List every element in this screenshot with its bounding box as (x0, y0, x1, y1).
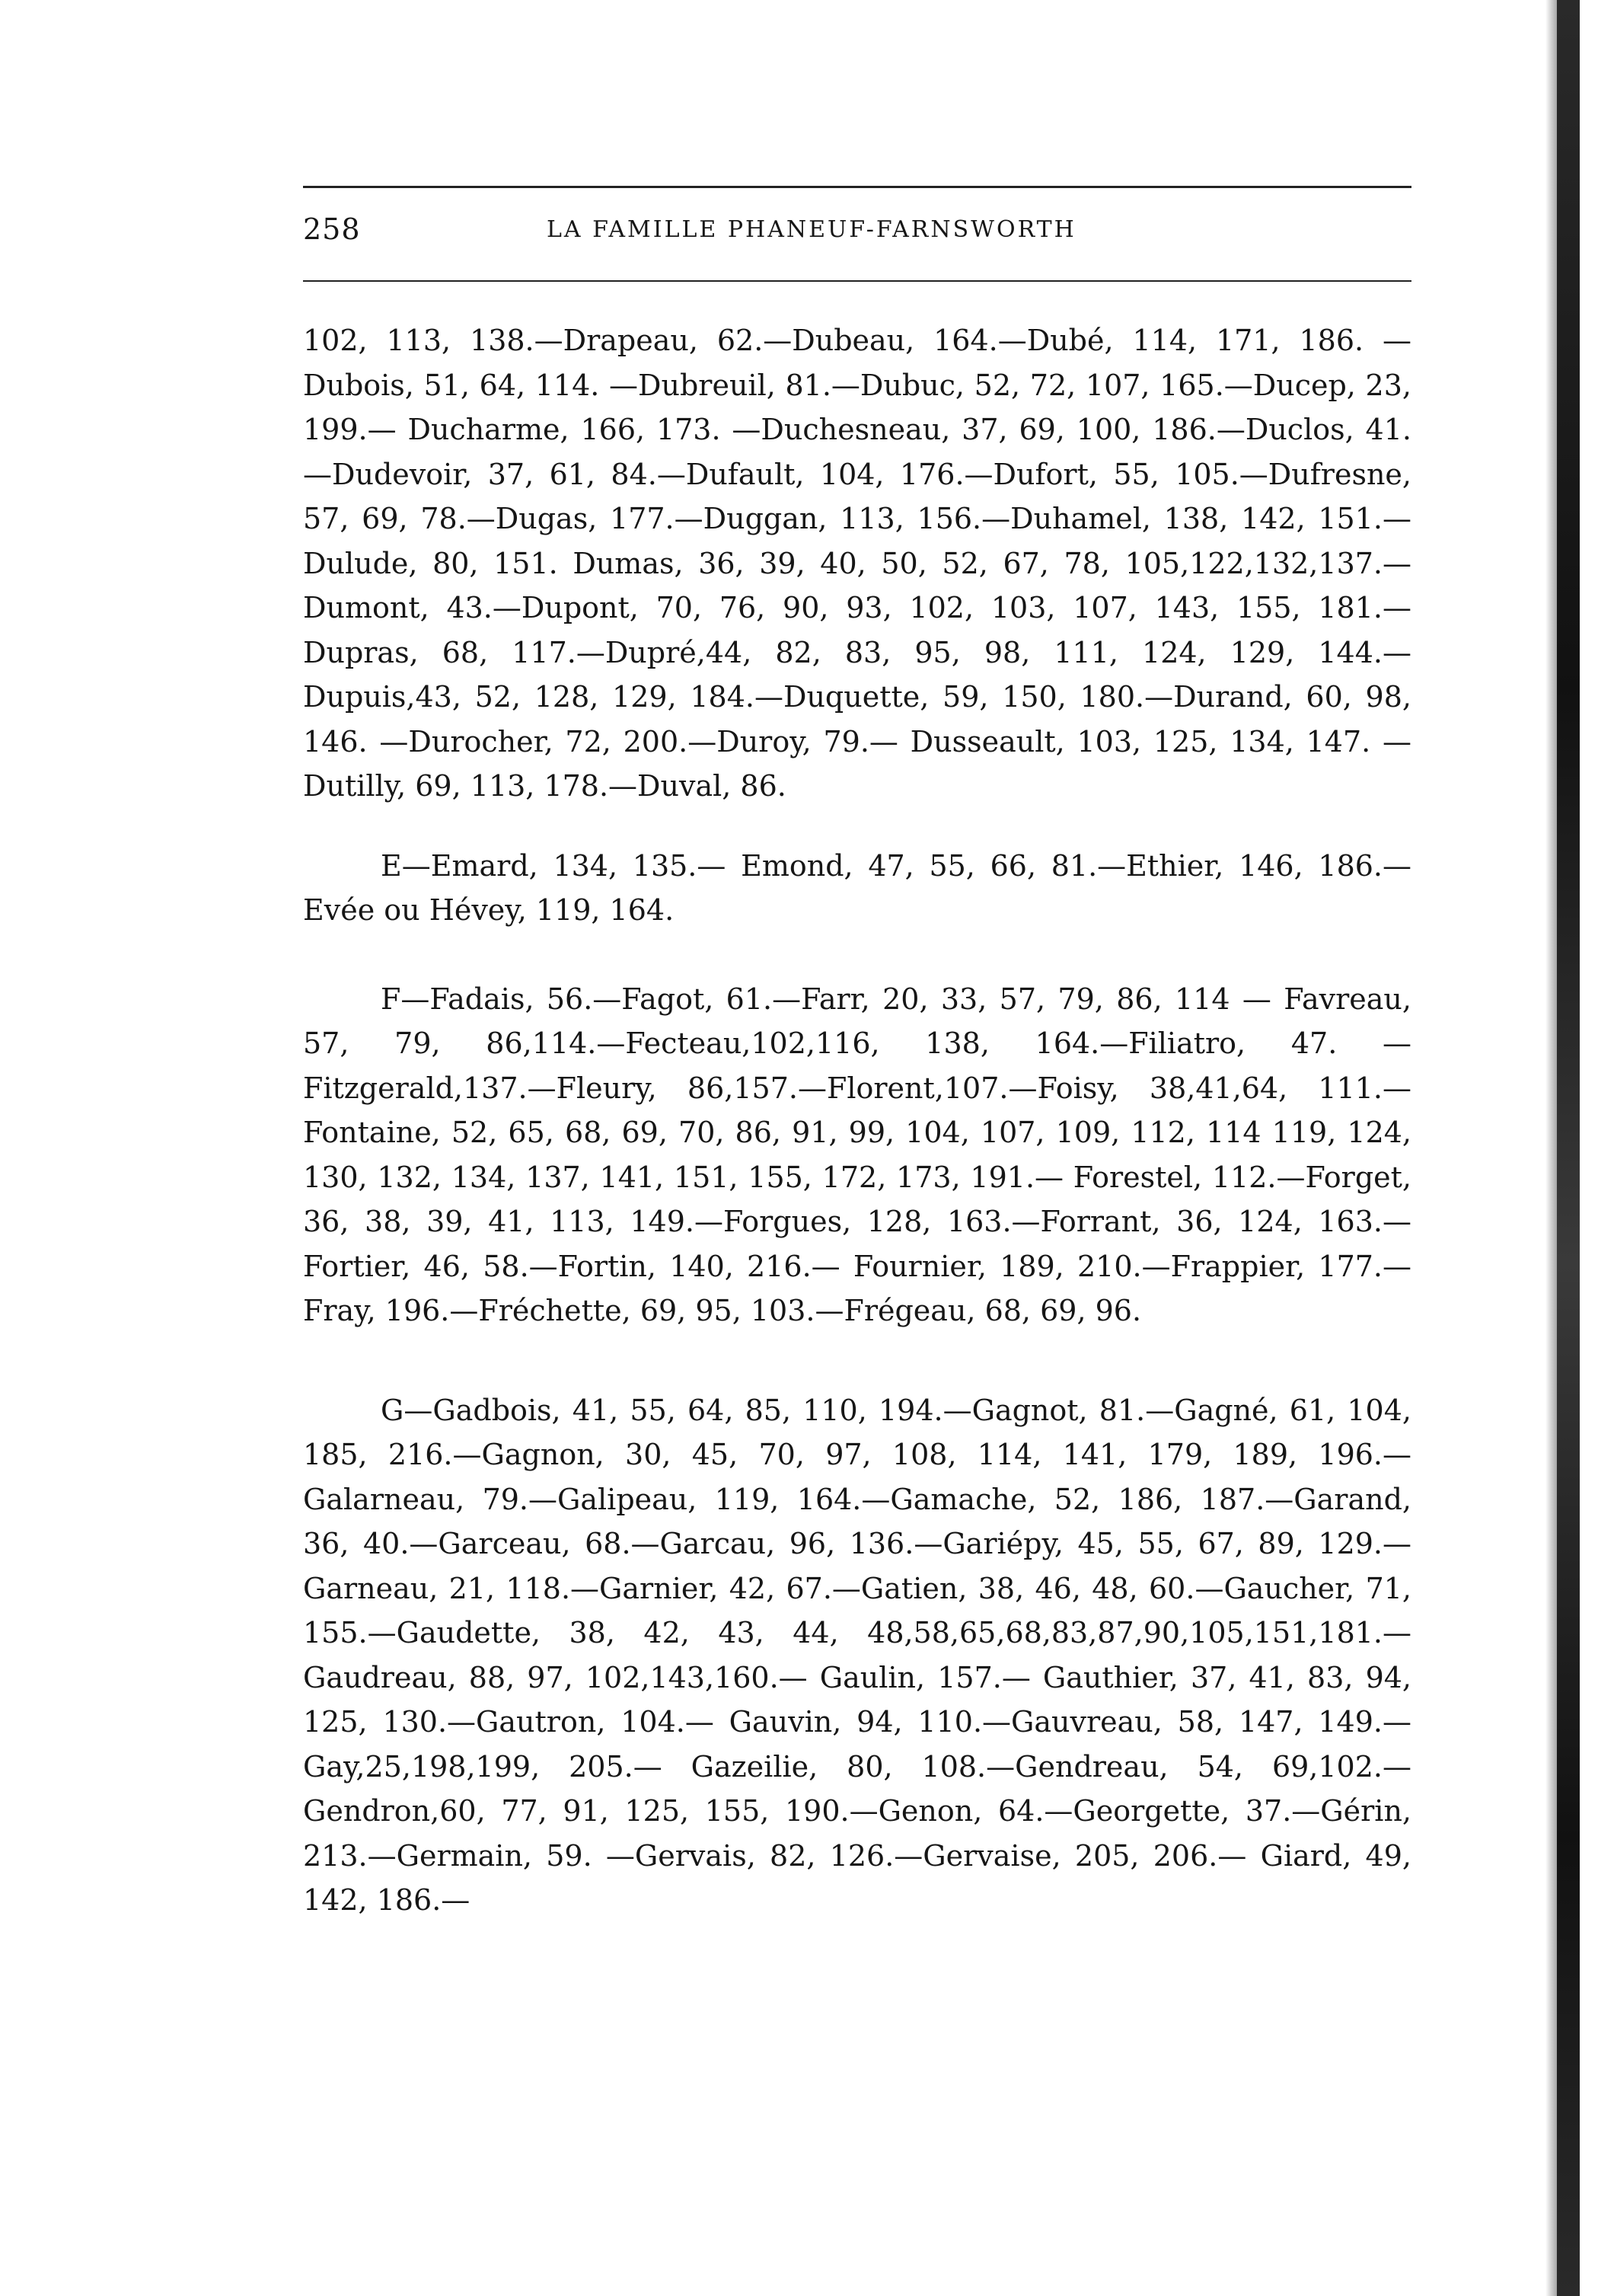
book-binding-edge (1557, 0, 1580, 2296)
page-header (303, 204, 1411, 257)
binding-shadow (1545, 0, 1557, 2296)
index-paragraph-g: G—Gadbois, 41, 55, 64, 85, 110, 194.—Gagnot, 81.—Gagné, 61, 104, 185, 216.—Gagnon, 30, 45, 70, 97, 108, 114, 141, 179, 189, 196.—Galarneau, 79.—Galipeau, 119, 164.—Gamache, 52, 186, 187.—Garand, 36, 40.—Garceau, 68.—Garcau, 96, 136.—Gariépy, 45, 55, 67, 89, 129.— Garneau, 21, 118.—Garnier, 42, 67.—Gatien, 38, 46, 48, 60.—Gaucher, 71, 155.—Gaudette, 38, 42, 43, 44, 48,58,65,68,83,87,90,105,151,181.—Gaudreau, 88, 97, 102,143,160.— Gaulin, 157.— Gauthier, 37, 41, 83, 94, 125, 130.—Gautron, 104.— Gauvin, 94, 110.—Gauvreau, 58, 147, 149.—Gay,25,198,199, 205.— Gazeilie, 80, 108.—Gendreau, 54, 69,102.—Gendron,60, 77, 91, 125, 155, 190.—Genon, 64.—Georgette, 37.—Gérin, 213.—Germain, 59. —Gervais, 82, 126.—Gervaise, 205, 206.— Giard, 49, 142, 186.— (303, 1393, 1411, 1917)
page-number: 258 (303, 212, 361, 246)
index-paragraph-f: F—Fadais, 56.—Fagot, 61.—Farr, 20, 33, 57, 79, 86, 114 — Favreau, 57, 79, 86,114.—Fecteau,102,116, 138, 164.—Filiatro, 47. —Fitzgerald,137.—Fleury, 86,157.—Florent,107.—Foisy, 38,41,64, 111.—Fontaine, 52, 65, 68, 69, 70, 86, 91, 99, 104, 107, 109, 112, 114 119, 124, 130, 132, 134, 137, 141, 151, 155, 172, 173, 191.— Forestel, 112.—Forget, 36, 38, 39, 41, 113, 149.—Forgues, 128, 163.—Forrant, 36, 124, 163.—Fortier, 46, 58.—Fortin, 140, 216.— Fournier, 189, 210.—Frappier, 177.—Fray, 196.—Fréchette, 69, 95, 103.—Frégeau, 68, 69, 96. (303, 982, 1411, 1327)
header-top-rule (303, 186, 1411, 188)
index-text (303, 318, 1411, 1923)
index-paragraph-e: E—Emard, 134, 135.— Emond, 47, 55, 66, 81.—Ethier, 146, 186.—Evée ou Hévey, 119, 164. (303, 848, 1411, 927)
running-title: LA FAMILLE PHANEUF-FARNSWORTH (547, 216, 1076, 243)
header-bottom-rule (303, 280, 1411, 282)
index-paragraph-d-continued: 102, 113, 138.—Drapeau, 62.—Dubeau, 164.—Dubé, 114, 171, 186. —Dubois, 51, 64, 114. —Dubreuil, 81.—Dubuc, 52, 72, 107, 165.—Ducep, 23, 199.— Ducharme, 166, 173. —Duchesneau, 37, 69, 100, 186.—Duclos, 41.—Dudevoir, 37, 61, 84.—Dufault, 104, 176.—Dufort, 55, 105.—Dufresne, 57, 69, 78.—Dugas, 177.—Duggan, 113, 156.—Duhamel, 138, 142, 151.—Dulude, 80, 151. Dumas, 36, 39, 40, 50, 52, 67, 78, 105,122,132,137.— Dumont, 43.—Dupont, 70, 76, 90, 93, 102, 103, 107, 143, 155, 181.—Dupras, 68, 117.—Dupré,44, 82, 83, 95, 98, 111, 124, 129, 144.—Dupuis,43, 52, 128, 129, 184.—Duquette, 59, 150, 180.—Durand, 60, 98, 146. —Durocher, 72, 200.—Duroy, 79.— Dusseault, 103, 125, 134, 147. —Dutilly, 69, 113, 178.—Duval, 86. (303, 324, 1411, 803)
